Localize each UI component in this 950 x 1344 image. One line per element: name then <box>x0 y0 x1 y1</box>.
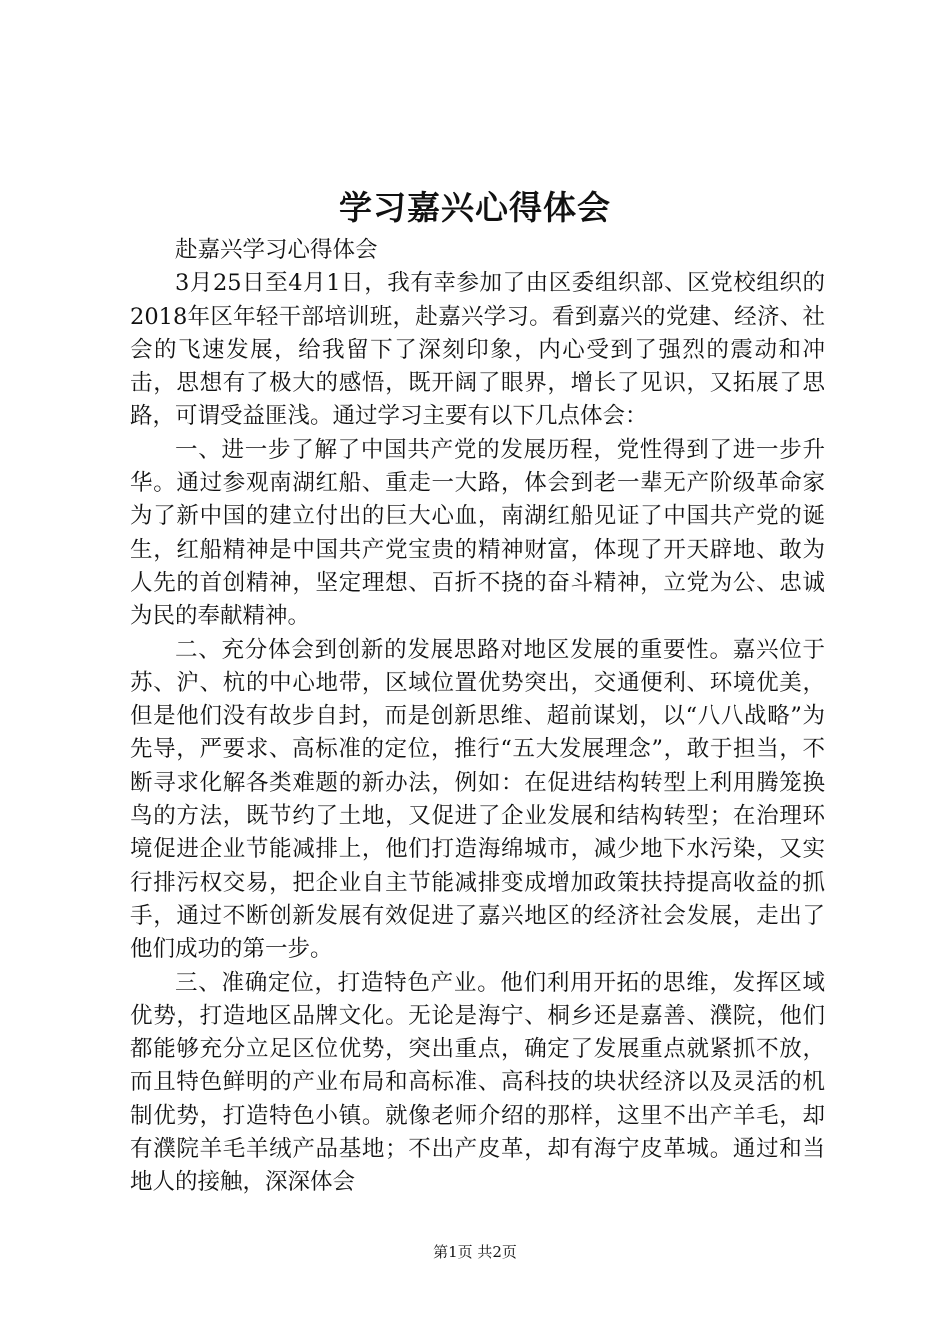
paragraph-point-three: 三、准确定位，打造特色产业。他们利用开拓的思维，发挥区域优势，打造地区品牌文化。无论是海宁、桐乡还是嘉善、濮院，他们都能够充分立足区位优势，突出重点，确定了发展重点就紧抓不放，而且特色鲜明的产业布局和高标准、高科技的块状经济以及灵活的机制优势，打造特色小镇。就像老师介绍的那样，这里不出产羊毛，却有濮院羊毛羊绒产品基地；不出产皮革，却有海宁皮革城。通过和当地人的接触，深深体会 <box>130 969 825 1196</box>
paragraph-point-two: 二、充分体会到创新的发展思路对地区发展的重要性。嘉兴位于苏、沪、杭的中心地带，区域位置优势突出，交通便利、环境优美，但是他们没有故步自封，而是创新思维、超前谋划，以“八八战略”为先导，严要求、高标准的定位，推行“五大发展理念”，敢于担当，不断寻求化解各类难题的新办法，例如：在促进结构转型上利用腾笼换鸟的方法，既节约了土地，又促进了企业发展和结构转型；在治理环境促进企业节能减排上，他们打造海绵城市，减少地下水污染，又实行排污权交易，把企业自主节能减排变成增加政策扶持提高收益的抓手，通过不断创新发展有效促进了嘉兴地区的经济社会发展，走出了他们成功的第一步。 <box>130 636 825 963</box>
document-title: 学习嘉兴心得体会 <box>339 188 611 227</box>
paragraph-intro: 3月25日至4月1日，我有幸参加了由区委组织部、区党校组织的2018年区年轻干部培训班，赴嘉兴学习。看到嘉兴的党建、经济、社会的飞速发展，给我留下了深刻印象，内心受到了强烈的震动和冲击，思想有了极大的感悟，既开阔了眼界，增长了见识，又拓展了思路，可谓受益匪浅。通过学习主要有以下几点体会： <box>130 270 825 430</box>
paragraph-point-one: 一、进一步了解了中国共产党的发展历程，党性得到了进一步升华。通过参观南湖红船、重走一大路，体会到老一辈无产阶级革命家为了新中国的建立付出的巨大心血，南湖红船见证了中国共产党的诞生，红船精神是中国共产党宝贵的精神财富，体现了开天辟地、敢为人先的首创精神，坚定理想、百折不挠的奋斗精神，立党为公、忠诚为民的奉献精神。 <box>130 436 825 630</box>
paragraph-subtitle: 赴嘉兴学习心得体会 <box>175 237 378 263</box>
document-body <box>130 234 825 1200</box>
page-number-footer: 第1页 共2页 <box>433 1243 517 1261</box>
